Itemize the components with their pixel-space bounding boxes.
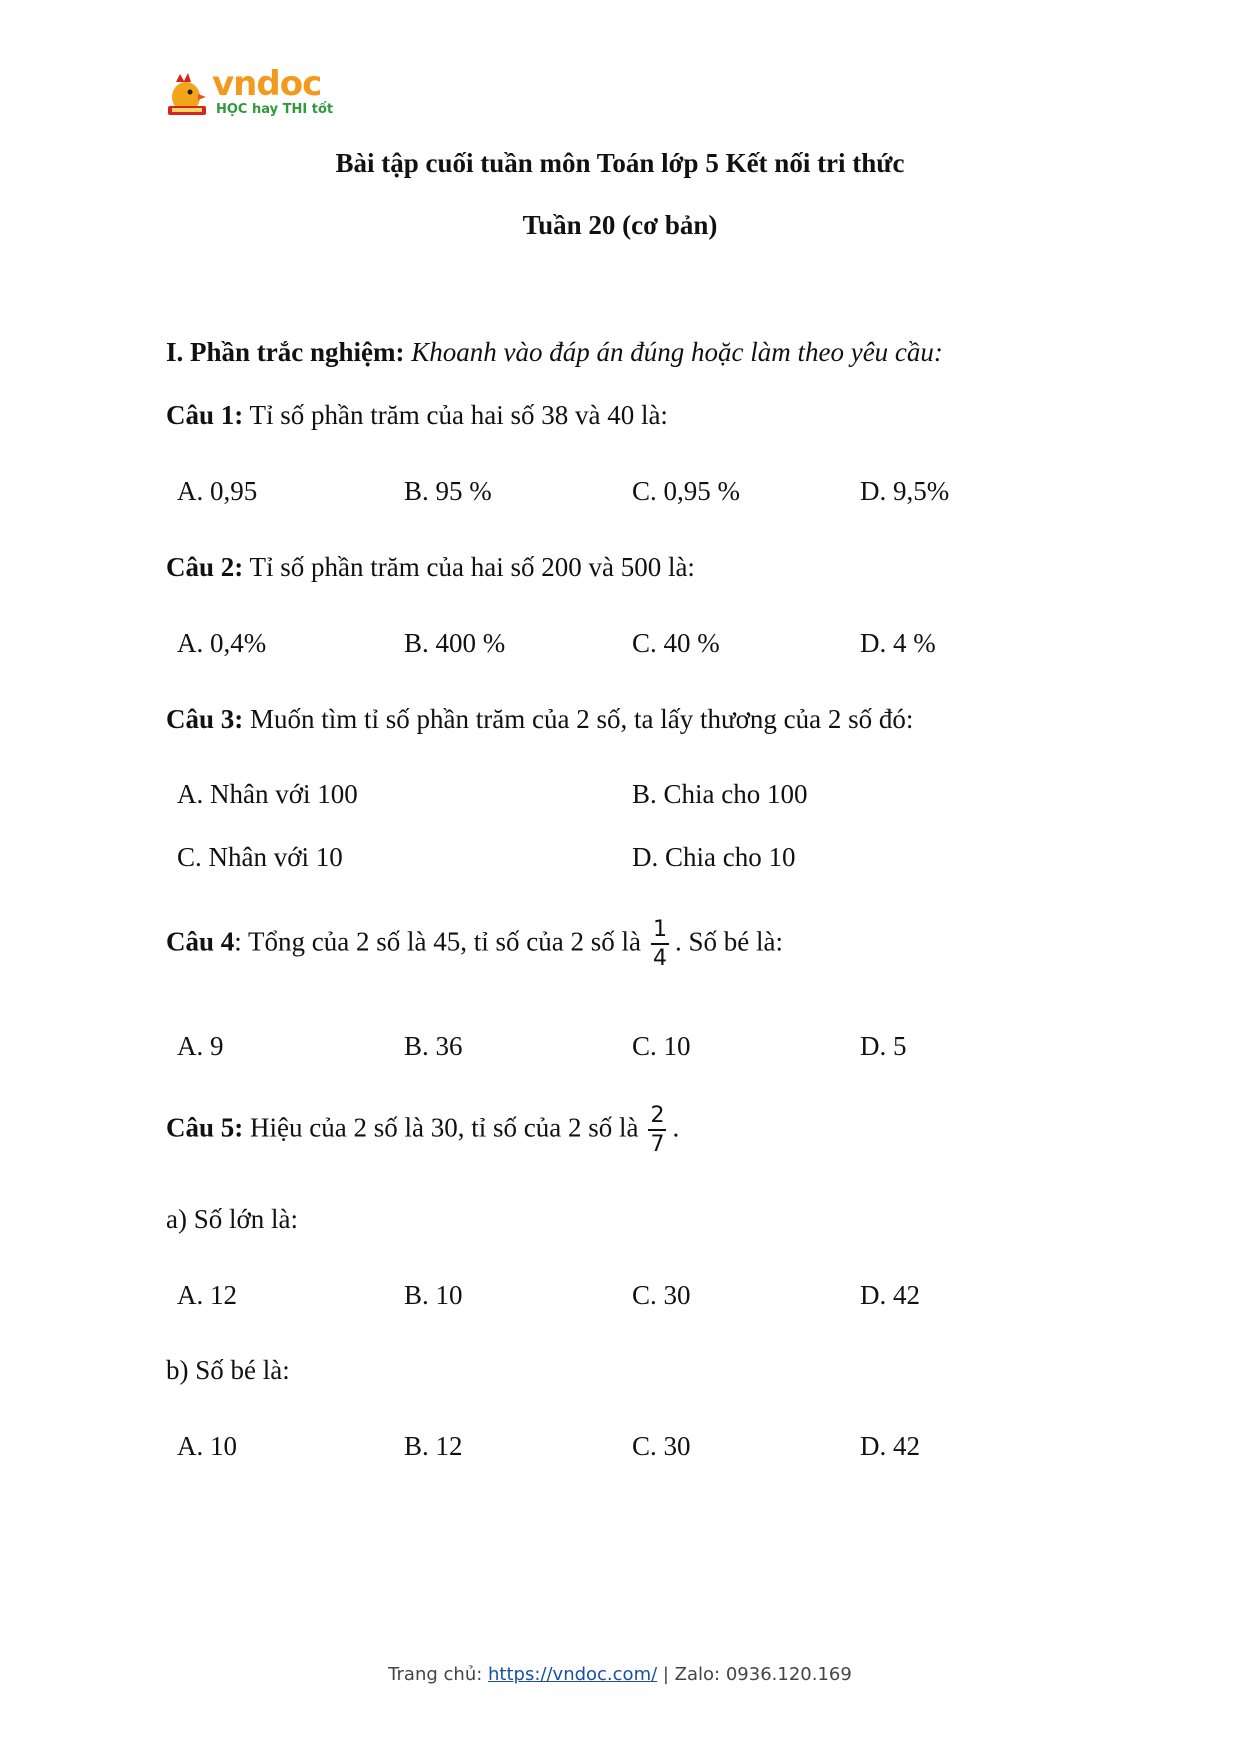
q2-option-c[interactable]: C. 40 % [632, 628, 720, 658]
q3-option-c[interactable]: C. Nhân với 10 [177, 842, 343, 872]
q4-option-d[interactable]: D. 5 [860, 1031, 907, 1061]
q3-option-a[interactable]: A. Nhân với 100 [177, 779, 358, 809]
q1-option-b[interactable]: B. 95 % [404, 476, 492, 506]
footer-prefix: Trang chủ: [388, 1664, 489, 1685]
homepage-link[interactable]: https://vndoc.com/ [488, 1664, 658, 1685]
q5b-option-d[interactable]: D. 42 [860, 1431, 920, 1461]
question-text: : Tổng của 2 số là 45, tỉ số của 2 số là [234, 926, 641, 957]
q3-option-d[interactable]: D. Chia cho 10 [632, 842, 796, 872]
q5-part-b: b) Số bé là: [166, 1355, 290, 1385]
q2-option-d[interactable]: D. 4 % [860, 628, 936, 658]
q4-option-b[interactable]: B. 36 [404, 1031, 463, 1061]
q5a-option-a[interactable]: A. 12 [177, 1280, 237, 1310]
q4-option-a[interactable]: A. 9 [177, 1031, 224, 1061]
section-title: I. Phần trắc nghiệm: [166, 337, 405, 367]
q5b-option-a[interactable]: A. 10 [177, 1431, 237, 1461]
q5a-option-b[interactable]: B. 10 [404, 1280, 463, 1310]
question-label: Câu 4 [166, 926, 235, 957]
question-4 [166, 918, 783, 970]
question-text-end: . Số bé là: [674, 926, 783, 957]
question-text: Hiệu của 2 số là 30, tỉ số của 2 số là [250, 1112, 639, 1143]
footer-contact: | Zalo: 0936.120.169 [657, 1664, 852, 1685]
q4-option-c[interactable]: C. 10 [632, 1031, 691, 1061]
q5a-option-c[interactable]: C. 30 [632, 1280, 691, 1310]
question-text: Tỉ số phần trăm của hai số 38 và 40 là: [249, 400, 668, 430]
fraction-two-sevenths [648, 1104, 666, 1156]
question-text-end: . [672, 1112, 680, 1143]
page-title: Bài tập cuối tuần môn Toán lớp 5 Kết nối tri thức [335, 148, 905, 178]
question-5 [166, 1104, 679, 1156]
q1-option-d[interactable]: D. 9,5% [860, 476, 950, 506]
question-text: Tỉ số phần trăm của hai số 200 và 500 là: [249, 552, 695, 582]
q3-option-b[interactable]: B. Chia cho 100 [632, 779, 808, 809]
page-subtitle: Tuần 20 (cơ bản) [522, 210, 718, 240]
question-label: Câu 2: [166, 552, 244, 582]
q2-option-a[interactable]: A. 0,4% [177, 628, 267, 658]
section-heading [166, 337, 943, 368]
q5-part-a: a) Số lớn là: [166, 1204, 299, 1234]
q1-option-a[interactable]: A. 0,95 [177, 476, 258, 506]
question-text: Muốn tìm tỉ số phần trăm của 2 số, ta lấy thương của 2 số đó: [250, 704, 914, 734]
fraction-one-quarter [651, 918, 669, 970]
q1-option-c[interactable]: C. 0,95 % [632, 476, 740, 506]
question-3 [166, 704, 913, 735]
q2-option-b[interactable]: B. 400 % [404, 628, 506, 658]
section-instruction: Khoanh vào đáp án đúng hoặc làm theo yêu cầu: [411, 337, 943, 367]
brand-name: vndoc [212, 64, 322, 104]
question-label: Câu 5: [166, 1112, 244, 1143]
question-label: Câu 3: [166, 704, 244, 734]
question-2 [166, 552, 695, 583]
question-1 [166, 400, 668, 431]
fraction-numerator: 2 [648, 1104, 666, 1131]
fraction-numerator: 1 [651, 918, 669, 945]
fraction-denominator: 4 [652, 946, 667, 972]
fraction-denominator: 7 [650, 1132, 665, 1158]
brand-tagline: HỌC hay THI tốt [216, 102, 334, 117]
q5b-option-c[interactable]: C. 30 [632, 1431, 691, 1461]
vndoc-logo [164, 64, 334, 122]
page-footer [0, 1664, 1240, 1685]
q5b-option-b[interactable]: B. 12 [404, 1431, 463, 1461]
q5a-option-d[interactable]: D. 42 [860, 1280, 920, 1310]
question-label: Câu 1: [166, 400, 244, 430]
